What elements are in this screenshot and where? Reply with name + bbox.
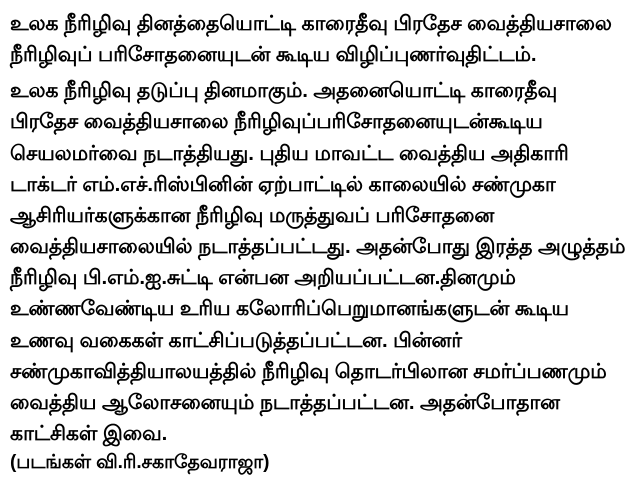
photo-credit: (படங்கள் வி.ரி.சகாதேவராஜா) xyxy=(10,452,270,474)
paragraph-1: உலக நீரிழிவு தினத்தையொட்டி காரைதீவு பிரதேச வைத்தியசாலை நீரிழிவுப் பரிசோதனையுடன் கூடிய விழிப்புணர்வுதிட்டம். xyxy=(10,12,612,67)
paragraph-2: உலக நீரிழிவு தடுப்பு தினமாகும். அதனையொட்டி காரைதீவு பிரதேச வைத்தியசாலை நீரிழிவுப்பரிசோதனையுடன்கூடிய செயலமர்வை நடாத்தியது. புதிய மாவட்ட வைத்திய அதிகாரி டாக்டர் எம்.எச்.ரிஸ்பினின் ஏற்பாட்டில் காலையில் சண்முகா ஆசிரியர்களுக்கான நீரிழிவு மருத்துவப் பரிசோதனை வைத்தியசாலையில் நடாத்தப்பட்டது. அதன்போது இரத்த அழுத்தம் நீரிழிவு பி.எம்.ஐ.சுட்டி என்பன அறியப்பட்டன.தினமும் உண்ணவேண்டிய உரிய கலோரிப்பெறுமானங்களுடன் கூடிய உணவு வகைகள் காட்சிப்படுத்தப்பட்டன. பின்னர் சண்முகாவித்தியாலயத்தில் நீரிழிவு தொடர்பிலான சமர்ப்பணமும் வைத்திய ஆலோசனையும் நடாத்தப்பட்டன. அதன்போதான காட்சிகள் இவை. xyxy=(10,79,626,446)
article-body xyxy=(10,8,630,478)
